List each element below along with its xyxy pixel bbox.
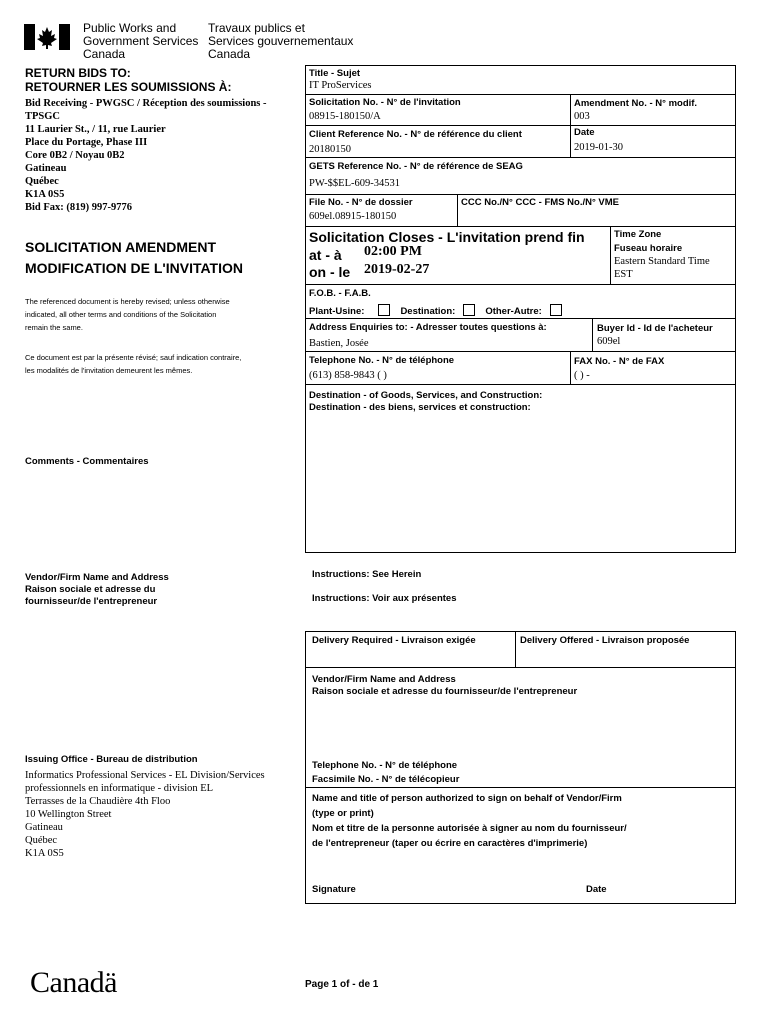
solicitation-no-value: 08915-180150/A (309, 111, 381, 122)
destination-label: Destination: (400, 306, 456, 317)
client-reference-value: 20180150 (309, 144, 351, 155)
solicitation-closes-label: Solicitation Closes - L'invitation prend fin (309, 229, 585, 245)
vendor-fax-label: Facsimile No. - N° de télécopieur (312, 774, 460, 785)
amendment-title: SOLICITATION AMENDMENT MODIFICATION DE L'INVITATION (25, 239, 243, 276)
issuing-office-label: Issuing Office - Bureau de distribution (25, 754, 198, 765)
closing-time-value: 02:00 PM (364, 244, 422, 259)
return-bids-address: Bid Receiving - PWGSC / Réception des soumissions - TPSGC 11 Laurier St., / 11, rue Laurier Place du Portage, Phase III Core 0B2 / Noyau 0B2 Gatineau Québec K1A 0S5 Bid Fax: (819) 997-9776 (25, 98, 267, 213)
amendment-no-value: 003 (574, 111, 590, 122)
gets-reference-label: GETS Reference No. - N° de référence de SEAG (309, 161, 523, 172)
amendment-no-label: Amendment No. - N° modif. (574, 98, 698, 109)
vendor-firm-label: Vendor/Firm Name and Address Raison sociale et adresse du fournisseur/de l'entrepreneur (25, 572, 169, 607)
time-zone-label-en: Time Zone (614, 229, 662, 240)
time-zone-label-fr: Fuseau horaire (614, 243, 683, 254)
issuing-office-address: Informatics Professional Services - EL Division/Services professionnels en informatique - division EL Terrasses de la Chaudière 4th Floo 10 Wellington Street Gatineau Québec K1A 0S5 (25, 770, 265, 859)
telephone-value: (613) 858-9843 ( ) (309, 370, 387, 381)
closing-date-label: on - le (309, 264, 351, 280)
amendment-text-en: The referenced document is hereby revised; unless otherwise indicated, all other terms and conditions of the Solicitation remain the same. (25, 297, 230, 332)
closing-date-value: 2019-02-27 (364, 262, 430, 277)
signature-date-label: Date (586, 884, 607, 895)
department-name-fr: Travaux publics et Services gouvernementaux Canada (208, 21, 354, 61)
title-value: IT ProServices (309, 80, 372, 91)
canada-flag-icon (24, 24, 70, 50)
return-bids-heading: RETURN BIDS TO: RETOURNER LES SOUMISSIONS À: (25, 66, 232, 94)
fax-value: ( ) - (574, 370, 590, 381)
authorized-person-label: Name and title of person authorized to sign on behalf of Vendor/Firm (type or print) Nom et titre de la personne autorisée à signer au nom du fournisseur/ de l'entrepreneur (taper ou écrire en caractères d'imprimerie) (312, 793, 627, 849)
date-value: 2019-01-30 (574, 142, 623, 153)
closing-time-label: at - à (309, 247, 342, 263)
destination-checkbox[interactable] (463, 304, 475, 316)
address-enquiries-label: Address Enquiries to: - Adresser toutes questions à: (309, 322, 547, 333)
time-zone-value: Eastern Standard Time (614, 256, 710, 267)
amendment-text-fr: Ce document est par la présente révisé; sauf indication contraire, les modalités de l'invitation demeurent les mêmes. (25, 353, 242, 375)
fob-options (309, 301, 572, 319)
plant-usine-checkbox[interactable] (378, 304, 390, 316)
fax-label: FAX No. - N° de FAX (574, 356, 665, 367)
gets-reference-value: PW-$$EL-609-34531 (309, 178, 400, 189)
signature-label: Signature (312, 884, 356, 895)
delivery-required-label: Delivery Required - Livraison exigée (312, 635, 476, 646)
fob-label: F.O.B. - F.A.B. (309, 288, 371, 299)
other-autre-label: Other-Autre: (485, 306, 542, 317)
file-no-value: 609el.08915-180150 (309, 211, 397, 222)
comments-label: Comments - Commentaires (25, 456, 149, 467)
telephone-label: Telephone No. - N° de téléphone (309, 355, 455, 366)
vendor-name-address-label: Vendor/Firm Name and Address Raison sociale et adresse du fournisseur/de l'entrepreneur (312, 674, 578, 697)
vendor-telephone-label: Telephone No. - N° de téléphone (312, 760, 458, 771)
time-zone-abbr: EST (614, 269, 633, 280)
instructions-fr: Instructions: Voir aux présentes (312, 593, 457, 604)
client-reference-label: Client Reference No. - N° de référence du client (309, 129, 522, 140)
file-no-label: File No. - N° de dossier (309, 197, 413, 208)
page-number: Page 1 of - de 1 (305, 979, 379, 990)
ccc-no-label: CCC No./N° CCC - FMS No./N° VME (461, 197, 620, 208)
solicitation-no-label: Solicitation No. - N° de l'invitation (309, 97, 461, 108)
date-label: Date (574, 127, 595, 138)
delivery-offered-label: Delivery Offered - Livraison proposée (520, 635, 690, 646)
buyer-id-label: Buyer Id - Id de l'acheteur (597, 323, 713, 334)
address-enquiries-value: Bastien, Josée (309, 338, 369, 349)
canada-wordmark: Canadä (30, 966, 117, 999)
plant-usine-label: Plant-Usine: (309, 306, 365, 317)
buyer-id-value: 609el (597, 336, 621, 347)
instructions-en: Instructions: See Herein (312, 569, 422, 580)
title-label: Title - Sujet (309, 68, 361, 79)
department-name-en: Public Works and Government Services Canada (83, 21, 199, 61)
other-autre-checkbox[interactable] (550, 304, 562, 316)
destination-goods-label: Destination - of Goods, Services, and Construction: Destination - des biens, services et construction: (309, 390, 543, 413)
